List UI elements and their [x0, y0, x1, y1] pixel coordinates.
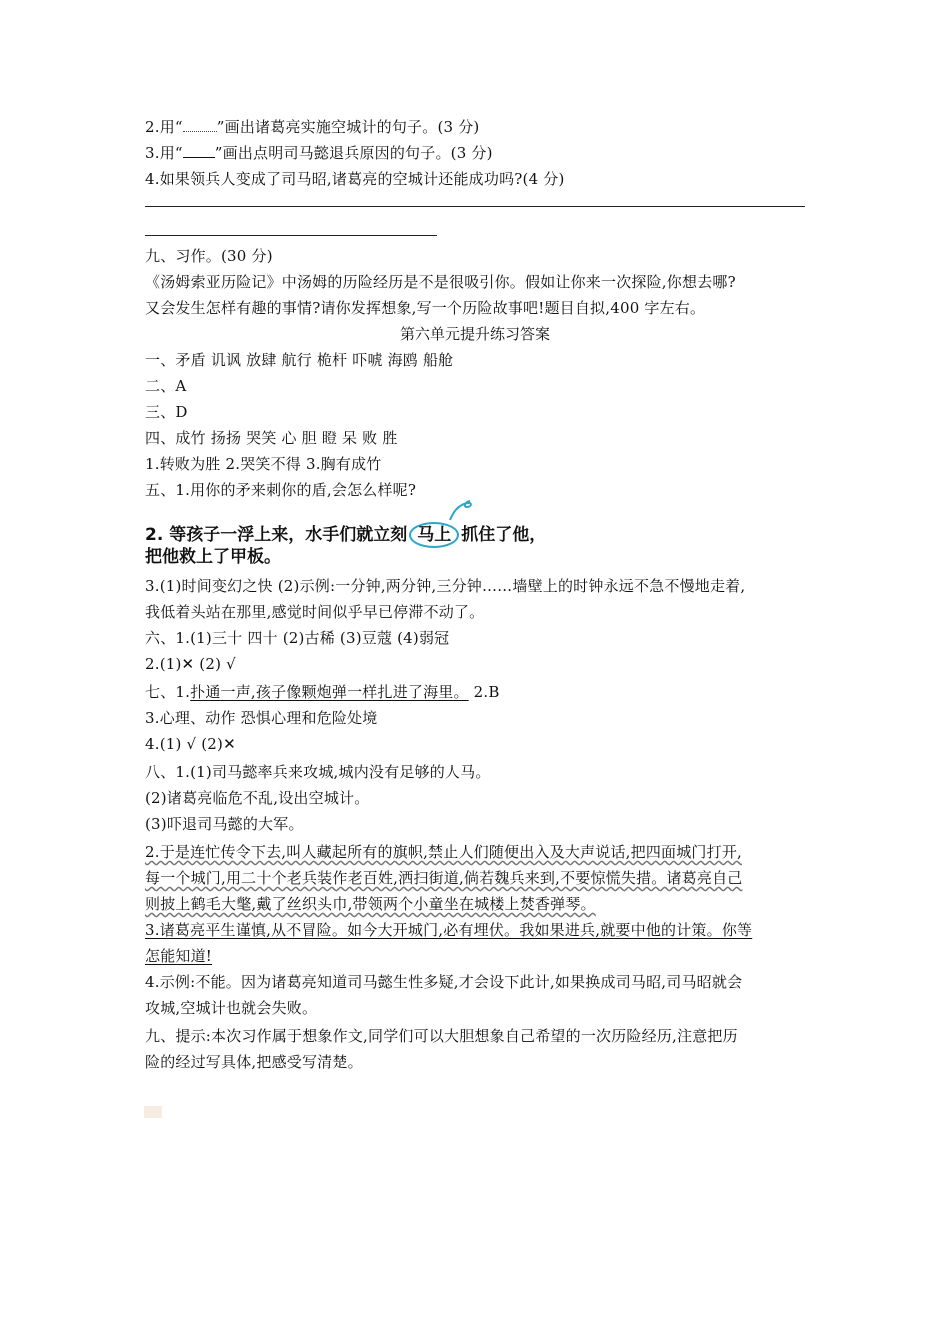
wavy-blank [183, 119, 217, 132]
answer-5-3-line-2: 我低着头站在那里,感觉时间似乎早已停滞不动了。 [145, 603, 485, 621]
answer-8-2-line-3: 则披上鹤毛大氅,戴了丝织头巾,带领两个小童坐在城楼上焚香弹琴。 [145, 895, 596, 913]
answer-4: 四、成竹 扬扬 哭笑 心 胆 瞪 呆 败 胜 [145, 429, 398, 447]
pen-swash-mark [448, 500, 474, 522]
answer-8-4-line-1: 4.示例:不能。因为诸葛亮知道司马懿生性多疑,才会设下此计,如果换成司马昭,司马昭就会 [145, 973, 743, 991]
answer-1: 一、矛盾 讥讽 放肆 航行 桅杆 吓唬 海鸥 船舱 [145, 351, 454, 369]
question-3 [145, 143, 493, 163]
answer-8-1-2: (2)诸葛亮临危不乱,设出空城计。 [145, 789, 370, 807]
answer-9-line-1: 九、提示:本次习作属于想象作文,同学们可以大胆想象自己希望的一次历险经历,注意把历 [145, 1027, 738, 1045]
section-9-prompt-1: 《汤姆索亚历险记》中汤姆的历险经历是不是很吸引你。假如让你来一次探险,你想去哪? [145, 273, 736, 291]
answer-7-suffix: 2.B [468, 683, 500, 701]
answer-5-3-line-1: 3.(1)时间变幻之快 (2)示例:一分钟,两分钟,三分钟……墙壁上的时钟永远不急不慢地走着, [145, 577, 746, 595]
answer-8-3-line-1: 3.诸葛亮平生谨慎,从不冒险。如今大开城门,必有埋伏。我如果进兵,就要中他的计策。你等 [145, 921, 753, 939]
answer-5-2-line-2: 把他救上了甲板。 [145, 547, 281, 567]
answer-6-1: 六、1.(1)三十 四十 (2)古稀 (3)豆蔻 (4)弱冠 [145, 629, 450, 647]
question-4: 4.如果领兵人变成了司马昭,诸葛亮的空城计还能成功吗?(4 分) [145, 170, 565, 188]
answer-4-idioms: 1.转败为胜 2.哭笑不得 3.胸有成竹 [145, 455, 382, 473]
answer-5-2-handwritten [145, 522, 546, 548]
answer-8-1-3: (3)吓退司马懿的大军。 [145, 815, 304, 833]
answer-7-3: 3.心理、动作 恐惧心理和危险处境 [145, 709, 378, 727]
answer-5-2-prefix: 2. 等孩子一浮上来，水手们就立刻 [145, 525, 408, 545]
answer-6-2: 2.(1)✕ (2) √ [145, 655, 236, 673]
answer-title: 第六单元提升练习答案 [399, 325, 550, 343]
question-3-text: ”画出点明司马懿退兵原因的句子。(3 分) [214, 144, 493, 162]
answer-8-2-line-2: 每一个城门,用二十个老兵装作老百姓,洒扫街道,倘若魏兵来到,不要惊慌失措。诸葛亮自己 [145, 869, 743, 887]
answer-3: 三、D [145, 403, 188, 421]
answer-2: 二、A [145, 377, 187, 395]
question-3-prefix: 3.用“ [145, 144, 183, 162]
faint-square-mark [144, 1106, 162, 1118]
answer-8-1-1: 八、1.(1)司马懿率兵来攻城,城内没有足够的人马。 [145, 763, 491, 781]
answer-line-2 [145, 235, 437, 236]
answer-5-2-suffix: 抓住了他， [461, 525, 547, 545]
answer-8-3-line-2: 怎能知道! [145, 947, 213, 965]
question-2-text: ”画出诸葛亮实施空城计的句子。(3 分) [216, 118, 480, 136]
question-2-prefix: 2.用“ [145, 118, 183, 136]
answer-7-4: 4.(1) √ (2)✕ [145, 735, 236, 753]
answer-9-line-2: 险的经过写具体,把感受写清楚。 [145, 1053, 363, 1071]
answer-7-underlined: 扑通一声,孩子像颗炮弹一样扎进了海里。 [190, 683, 469, 701]
answer-5-1: 五、1.用你的矛来刺你的盾,会怎么样呢? [145, 481, 417, 499]
question-2 [145, 117, 479, 137]
circled-correction: 马上 [409, 522, 459, 548]
straight-blank [183, 145, 215, 158]
answer-8-4-line-2: 攻城,空城计也就会失败。 [145, 999, 318, 1017]
answer-7-prefix: 七、1. [145, 683, 191, 701]
section-9-title: 九、习作。(30 分) [145, 247, 273, 265]
answer-8-2-line-1: 2.于是连忙传令下去,叫人藏起所有的旗帜,禁止人们随便出入及大声说话,把四面城门打开, [145, 843, 742, 861]
answer-7-1 [145, 682, 500, 702]
answer-line-1 [145, 206, 805, 207]
section-9-prompt-2: 又会发生怎样有趣的事情?请你发挥想象,写一个历险故事吧!题目自拟,400 字左右。 [145, 299, 706, 317]
